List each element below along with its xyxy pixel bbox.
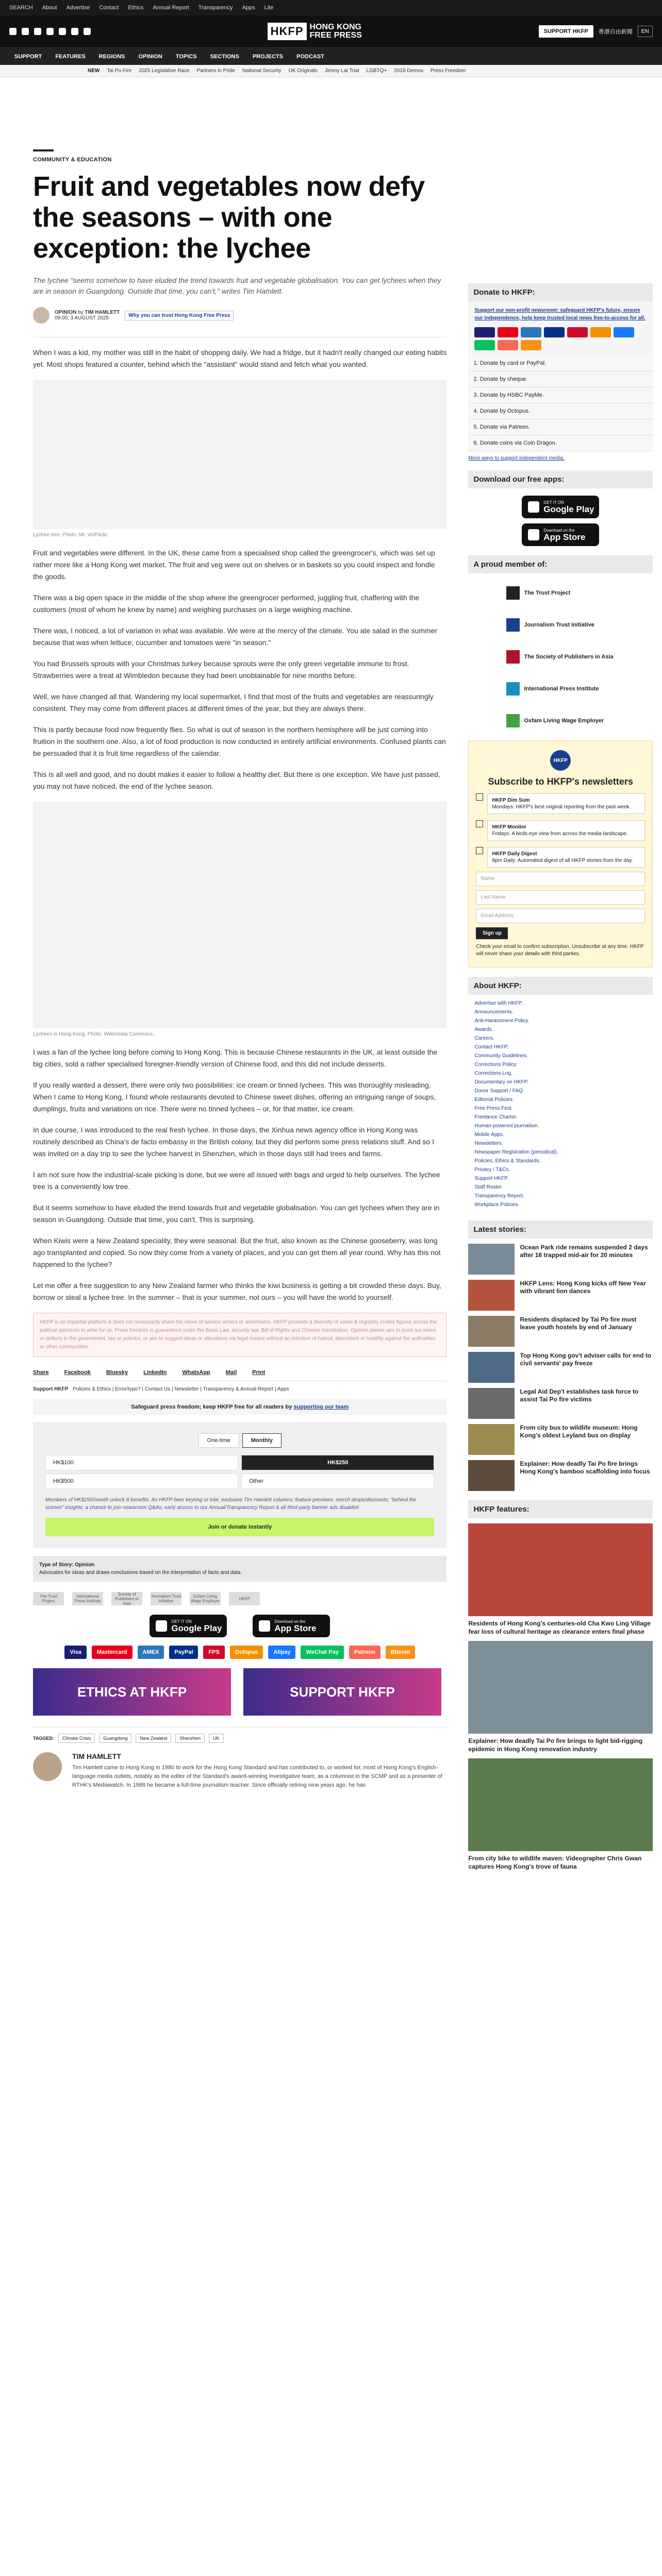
author-name[interactable]: TIM HAMLETT — [72, 1752, 121, 1760]
latest-title: Latest stories: — [468, 1221, 653, 1239]
latest-story[interactable]: From city bus to wildlife museum: Hong Kong's oldest Leyland bus on display — [468, 1424, 653, 1455]
latest-story[interactable]: Legal Aid Dep't establishes task force to assist Tai Po fire victims — [468, 1388, 653, 1419]
author-link[interactable]: TIM HAMLETT — [85, 310, 120, 315]
latest-story[interactable]: HKFP Lens: Hong Kong kicks off New Year with vibrant lion dances — [468, 1280, 653, 1311]
member-logo[interactable]: Journalism Trust Initiative — [506, 613, 653, 637]
newsletter-title: Subscribe to HKFP's newsletters — [488, 776, 633, 787]
nav-opinion[interactable]: OPINION — [138, 53, 162, 60]
member-logo[interactable]: International Press Institute — [506, 676, 653, 701]
donate-title: Donate to HKFP: — [468, 283, 653, 301]
latest-story[interactable]: Explainer: How deadly Tai Po fire brings Hong Kong's bamboo scaffolding into focus — [468, 1460, 653, 1491]
about-link[interactable]: Mobile Apps. — [474, 1132, 504, 1138]
story-thumbnail — [468, 1460, 515, 1491]
paragraph: Well, we have changed all that. Wandering my local supermarket, I find that most of the fruits and vegetables are reassuringly consistent. They may come from different places at different times of the year, but they are always there. — [33, 692, 434, 713]
nav-regions[interactable]: REGIONS — [98, 53, 125, 60]
about-link[interactable]: Newsletters. — [474, 1141, 503, 1146]
about-link[interactable]: Support HKFP. — [474, 1176, 509, 1181]
about-link[interactable]: Documentary on HKFP. — [474, 1079, 528, 1085]
wechat-pay-icon: WeChat Pay — [301, 1646, 343, 1659]
app-store-badge[interactable]: Download on the App Store — [253, 1615, 330, 1637]
bitcoin-icon: Bitcoin — [386, 1646, 415, 1659]
partner-logos — [33, 1592, 446, 1605]
paragraph: I am not sure how the industrial-scale picking is done, but we were all issued with bags and urged to help ourselves. The lychee tree is a conveniently low tree. — [33, 1171, 440, 1191]
article — [33, 77, 446, 1871]
donate-option[interactable]: 1. Donate by card or PayPal. — [468, 355, 653, 371]
trending-item[interactable]: Press Freedom — [430, 68, 466, 74]
nav-features[interactable]: FEATURES — [55, 53, 86, 60]
article-lede: The lychee "seems somehow to have eluded the trend towards fruit and vegetable globalisation. You can get lychees when they are in season in Guangdong. Outside that time, you can't," writes Tim Hamlett. — [33, 276, 441, 295]
support-banner[interactable]: SUPPORT HKFP — [243, 1668, 441, 1716]
facebook-icon[interactable] — [9, 28, 16, 35]
amex-icon: AMEX — [138, 1646, 164, 1659]
google-play-icon — [156, 1620, 167, 1632]
threads-icon[interactable] — [46, 28, 54, 35]
about-link[interactable]: About — [42, 5, 57, 11]
donate-option[interactable]: 2. Donate by cheque. — [468, 371, 653, 387]
about-link[interactable]: Freelance Charter. — [474, 1114, 518, 1120]
about-link[interactable]: Transparency Report. — [474, 1193, 524, 1199]
utility-bar — [0, 0, 662, 15]
amount-100[interactable]: HK$100 — [45, 1455, 238, 1470]
paragraph: This is all well and good, and no doubt makes it easier to follow a healthy diet. But there is one exception. We have just passed, you may not have noticed, the end of the lychee season. — [33, 770, 440, 790]
patreon-icon: Patreon — [349, 1646, 380, 1659]
donate-option[interactable]: 3. Donate by HSBC PayMe. — [468, 387, 653, 403]
opinion-disclaimer: HKFP is an impartial platform & does not necessarily share the views of opinion writers or advertisers. HKFP presents a diversity of views & regularly invites figures across the political spectrum to write for us. Press freedom is guaranteed under the Basic Law, security law, Bill of Rights and Chinese constitution. Opinion pieces aim to point out errors or defects in the government, law or policies, or aim to suggest ideas or alterations via legal means without an intention of hatred, discontent or hostility against the authorities or other communities. — [33, 1313, 446, 1357]
share-whatsapp-link[interactable]: WhatsApp — [182, 1369, 210, 1376]
first-name-input[interactable]: Name — [476, 872, 645, 886]
about-link[interactable]: Contact HKFP. — [474, 1044, 508, 1050]
support-team-link[interactable]: supporting our team — [293, 1404, 349, 1410]
trending-item[interactable]: 2019 Demos — [394, 68, 423, 74]
nav-podcast[interactable]: PODCAST — [296, 53, 324, 60]
checkbox[interactable] — [476, 820, 483, 827]
site-logo[interactable]: HKFP HONG KONG FREE PRESS — [268, 23, 362, 40]
why-trust-link[interactable]: Why you can trust Hong Kong Free Press — [125, 311, 234, 320]
feature-story[interactable]: Residents of Hong Kong's centuries-old Cha Kwo Ling Village fear loss of cultural heritage as clearance enters final phase — [468, 1523, 653, 1636]
about-link[interactable]: Staff Roster. — [474, 1184, 503, 1190]
amount-250[interactable]: HK$250 — [241, 1455, 434, 1470]
about-link[interactable]: Workplace Policies. — [474, 1202, 520, 1208]
newsletter-note: Check your email to confirm subscription. Unsubscribe at any time. HKFP will never share your details with third parties. — [476, 944, 644, 957]
story-thumbnail — [468, 1280, 515, 1311]
about-link[interactable]: Anti-Harassment Policy. — [474, 1018, 529, 1024]
more-ways-link[interactable]: More ways to support independent media. — [468, 455, 565, 461]
trust-project-icon — [506, 586, 520, 600]
newsletter-option[interactable]: HKFP Daily Digest 8pm Daily: Automated digest of all HKFP stories from the day. — [476, 847, 645, 868]
lychees-photo — [33, 802, 446, 1028]
print-link[interactable]: Print — [252, 1369, 266, 1376]
feature-thumbnail — [468, 1758, 653, 1851]
instagram-icon[interactable] — [34, 28, 41, 35]
octopus-icon: Octopus — [230, 1646, 263, 1659]
safeguard-banner: Safeguard press freedom; keep HKFP free for all readers by supporting our team — [33, 1399, 446, 1415]
hkfp-badge: HKFP — [550, 750, 571, 771]
main-nav — [0, 47, 662, 65]
amount-grid — [45, 1455, 434, 1489]
octopus-icon — [590, 327, 611, 337]
jti-icon — [506, 618, 520, 632]
footer-links: Support HKFP Policies & Ethics | Error/typo? | Contact Us | Newsletter | Transparency & Annual Report | Apps — [33, 1386, 289, 1392]
donate-option[interactable]: 5. Donate via Patreon. — [468, 419, 653, 435]
about-link[interactable]: Advertise with HKFP. — [474, 1001, 523, 1006]
apps-title: Download our free apps: — [468, 470, 653, 488]
nav-topics[interactable]: TOPICS — [175, 53, 197, 60]
story-thumbnail — [468, 1316, 515, 1347]
google-play-icon — [528, 501, 539, 513]
jti-logo[interactable]: Journalism Trust Initiative — [151, 1592, 181, 1605]
contact-link[interactable]: Contact — [99, 5, 119, 11]
donate-option[interactable]: 4. Donate by Octopus. — [468, 403, 653, 419]
about-title: About HKFP: — [468, 977, 653, 995]
member-title: A proud member of: — [468, 555, 653, 573]
story-thumbnail — [468, 1424, 515, 1455]
donate-intro-box — [468, 301, 653, 355]
search-link[interactable]: SEARCH — [9, 5, 33, 11]
trust-project-logo[interactable]: The Trust Project — [33, 1592, 64, 1605]
feature-thumbnail — [468, 1523, 653, 1616]
apple-icon — [528, 529, 539, 540]
feature-thumbnail — [468, 1641, 653, 1734]
paragraph: You had Brussels sprouts with your Christmas turkey because sprouts were the only green vegetable immune to frost. Strawberries were a treat at Wimbledon because they had been unobtainable for nine months before. — [33, 659, 409, 680]
patreon-icon — [498, 340, 518, 350]
story-thumbnail — [468, 1244, 515, 1275]
nav-new[interactable]: SUPPORT — [14, 53, 42, 60]
article-title: Fruit and vegetables now defy the seasons – with one exception: the lychee — [33, 171, 425, 264]
mastercard-icon — [498, 327, 518, 337]
paragraph: But it seems somehow to have eluded the trend towards fruit and vegetable globalisation. You can get lychees when they are in season in Guangdong. Outside that time, you can't. This is surprising. — [33, 1204, 440, 1224]
share-bar — [33, 1369, 446, 1381]
about-link[interactable]: Newspaper Registration (periodical). — [474, 1149, 558, 1155]
donation-widget — [33, 1422, 446, 1548]
share-bluesky-link[interactable]: Bluesky — [106, 1369, 128, 1376]
author-avatar — [33, 307, 49, 324]
youtube-icon[interactable] — [59, 28, 66, 35]
fps-icon: FPS — [203, 1646, 224, 1659]
donate-intro[interactable]: Support our non-profit newsroom: safeguard HKFP's future, ensure our independence, help keep trusted local news free-to-access for all. — [474, 308, 646, 321]
social-icons — [9, 28, 91, 35]
about-link[interactable]: Corrections Policy. — [474, 1062, 518, 1067]
app-badges — [33, 1615, 446, 1637]
latest-story[interactable]: Residents displaced by Tai Po fire must leave youth hostels by end of January — [468, 1316, 653, 1347]
google-play-badge[interactable]: GET IT ON Google Play — [522, 496, 599, 518]
newsletter-box — [468, 740, 653, 968]
share-linkedin-link[interactable]: LinkedIn — [143, 1369, 167, 1376]
tag[interactable]: New Zealand — [136, 1734, 171, 1743]
monthly-option[interactable]: Monthly — [242, 1433, 282, 1448]
sidebar-app-badges — [468, 496, 653, 546]
member-logo[interactable]: The Society of Publishers in Asia — [506, 645, 653, 669]
ipi-logo[interactable]: International Press Institute — [72, 1592, 103, 1605]
paragraph: Fruit and vegetables were different. In the UK, these came from a specialised shop called the greengrocer's, which was set up rather more like a Hong Kong wet market. The fruit and veg were out on shelves or in baskets so you could inspect and fondle the goods. — [33, 549, 435, 581]
share-mail-link[interactable]: Mail — [225, 1369, 237, 1376]
about-link[interactable]: Announcements. — [474, 1009, 514, 1015]
about-link[interactable]: Community Guidelines. — [474, 1053, 528, 1059]
lychee-tree-photo — [33, 380, 446, 529]
oxfam-icon — [506, 714, 520, 727]
tag[interactable]: Shenzhen — [175, 1734, 205, 1743]
article-category[interactable]: COMMUNITY & EDUCATION — [33, 157, 112, 163]
trending-label: NEW — [88, 68, 100, 74]
member-logo[interactable]: Oxfam Living Wage Employer — [506, 708, 653, 733]
payment-methods — [33, 1646, 446, 1659]
paypal-icon: PayPal — [169, 1646, 198, 1659]
visa-icon: Visa — [64, 1646, 86, 1659]
feature-story[interactable]: From city bike to wildlife maven: Videographer Chris Gwan captures Hong Kong's trove of fauna — [468, 1758, 653, 1871]
language-selector[interactable]: EN — [638, 26, 653, 37]
about-list — [468, 995, 653, 1213]
tags: TAGGED: Climate Crisis Guangdong New Zealand Shenzhen UK — [33, 1727, 446, 1743]
paragraph: I was a fan of the lychee long before coming to Hong Kong. This is because Chinese restaurants in the UK, at least outside the big cities, sold a rather specialised foreigner-friendly version of Chinese food, and this did not include desserts. — [33, 1048, 438, 1068]
support-button[interactable]: SUPPORT HKFP — [539, 25, 593, 38]
trending-item[interactable]: LGBTQ+ — [366, 68, 387, 74]
tag[interactable]: UK — [209, 1734, 224, 1743]
frequency-toggle — [45, 1433, 434, 1448]
advertise-link[interactable]: Advertise — [66, 5, 90, 11]
linkedin-icon[interactable] — [71, 28, 78, 35]
trending-item[interactable]: Tai Po Fire — [107, 68, 132, 74]
amex-icon — [521, 327, 541, 337]
latest-story[interactable]: Top Hong Kong gov't adviser calls for end to civil servants' pay freeze — [468, 1352, 653, 1383]
google-play-badge[interactable]: GET IT ON Google Play — [150, 1615, 227, 1637]
about-link[interactable]: Policies, Ethics & Standards. — [474, 1158, 541, 1164]
about-link[interactable]: Editorial Policies. — [474, 1097, 514, 1103]
about-link[interactable]: Awards. — [474, 1027, 493, 1032]
trending-item[interactable]: UK Originals — [288, 68, 318, 74]
annual-report-link[interactable]: Annual Report — [153, 5, 189, 11]
checkbox[interactable] — [476, 847, 483, 854]
amount-500[interactable]: HK$500 — [45, 1473, 238, 1489]
author-description: Tim Hamlett came to Hong Kong in 1980 to work for the Hong Kong Standard and has contributed to, or worked for, most of Hong Kong's English-language media outlets, notably as the editor of the Standard's award-winning investigative team, as a columnist in the SCMP and as a presenter of RTHK's Mediawatch. In 1988 he became a full-time journalism teacher. Since officially retiring nine years ago, he has — [72, 1765, 442, 1788]
promo-banners — [33, 1668, 446, 1716]
signup-button[interactable]: Sign up — [476, 927, 508, 939]
lite-link[interactable]: Lite — [264, 5, 274, 11]
tag[interactable]: Guangdong — [99, 1734, 131, 1743]
card-icons — [474, 327, 647, 350]
nav-projects[interactable]: PROJECTS — [252, 53, 284, 60]
paragraph: Let me offer a free suggestion to any New Zealand farmer who thinks the kiwi business is getting a bit crowded these days. Buy, borrow or steal a lychee tree. In the summer – that is your summer, not ours – you will have the world to yourself. — [33, 1281, 441, 1301]
paragraph: This is partly because food now frequently flies. So what is out of season in the northern hemisphere will be just coming into fruition in the southern one. Also, a lot of food production is now conducted in entirely artificial environments. Confused plants can be persuaded that it is fruit time regardless of the calendar. — [33, 725, 446, 757]
masthead — [0, 15, 662, 47]
one-time-option[interactable]: One-time — [198, 1433, 239, 1448]
member-perks: Members of HK$250/month unlock 8 benefits: An HKFP beer keyring or tote; exclusive Tim Hamlett columns; feature previews; merch drops/discounts; "behind the scenes" insights; a chance to join newsroom Q&As; early access to our Annual/Transparency Report & all third-party banner ads disabled. — [45, 1497, 417, 1511]
paragraph: There was, I noticed, a lot of variation in what was available. We were at the mercy of the climate. You ate salad in the summer because that was when lettuce, cucumber and tomatoes were "in season." — [33, 626, 438, 647]
join-button[interactable]: Join or donate instantly — [45, 1518, 434, 1536]
about-link[interactable]: Free Press Fest. — [474, 1106, 513, 1111]
apple-icon — [259, 1620, 270, 1632]
mastercard-icon: Mastercard — [92, 1646, 133, 1659]
trending-item[interactable]: 2025 Legislative Race — [139, 68, 190, 74]
share-label: Share — [33, 1369, 49, 1376]
newsletter-option[interactable]: HKFP Dim Sum Mondays: HKFP's best original reporting from the past week. — [476, 793, 645, 814]
paragraph: In due course, I was introduced to the real fresh lychee. In those days, the Xinhua news agency office in Hong Kong was routinely described as China's de facto embassy in the British colony, but they did perform some press relations stuff. And so I was invited on a day trip to see the lychee harvest in Shenzhen, which in those days still had trees and farms. — [33, 1126, 434, 1158]
sidebar — [468, 77, 653, 1871]
transparency-link[interactable]: Transparency — [198, 5, 233, 11]
nav-sections[interactable]: SECTIONS — [210, 53, 239, 60]
story-thumbnail — [468, 1352, 515, 1383]
about-link[interactable]: Careers. — [474, 1036, 494, 1041]
fps-icon — [567, 327, 588, 337]
newsletter-option[interactable]: HKFP Monitor Fridays: A birds-eye view from across the media landscape. — [476, 820, 645, 841]
about-link[interactable]: Corrections Log. — [474, 1071, 512, 1076]
visa-icon — [474, 327, 495, 337]
about-link[interactable]: Donor Support / FAQ. — [474, 1088, 524, 1094]
trending-item[interactable]: Jimmy Lai Trial — [324, 68, 359, 74]
photo-caption: Lychee tree. Photo: Mr. Vo/Flickr. — [33, 532, 109, 538]
sopa-logo[interactable]: Society of Publishers in Asia — [111, 1592, 142, 1605]
email-input[interactable]: Email Address — [476, 909, 645, 923]
story-thumbnail — [468, 1388, 515, 1419]
author-bio — [33, 1752, 446, 1790]
apps-link[interactable]: Apps — [242, 5, 255, 11]
trending-item[interactable]: Partners in Pride — [196, 68, 236, 74]
alipay-icon — [614, 327, 634, 337]
about-link[interactable]: Human-powered journalism. — [474, 1123, 539, 1129]
bitcoin-icon — [521, 340, 541, 350]
sopa-icon — [506, 650, 520, 664]
alipay-icon: Alipay — [268, 1646, 295, 1659]
features-title: HKFP features: — [468, 1500, 653, 1518]
trending-bar — [0, 65, 662, 77]
x-icon[interactable] — [22, 28, 29, 35]
share-facebook-link[interactable]: Facebook — [64, 1369, 91, 1376]
latest-story[interactable]: Ocean Park ride remains suspended 2 days after 16 trapped mid-air for 20 minutes — [468, 1244, 653, 1275]
category-rule — [33, 149, 54, 151]
paragraph: When I was a kid, my mother was still in the habit of shopping daily. We had a fridge, but it hadn't really changed our eating habits yet. Most shops featured a counter, behind which the "assistant" would stand and fetch what you wanted. — [33, 348, 447, 368]
paragraph: When Kiwis were a New Zealand speciality, they were seasonal. But the fruit, also known as the Chinese gooseberry, was long ago transplanted and copied. So now they come from a variety of places, and you can get them all year round. Why has this not happened to the lychee? — [33, 1236, 441, 1268]
photo-caption: Lychees in Hong Kong. Photo: Wikimedia Commons. — [33, 1031, 154, 1037]
feature-story[interactable]: Explainer: How deadly Tai Po fire brings to light bid-rigging epidemic in Hong Kong renovation industry — [468, 1641, 653, 1753]
oxfam-logo[interactable]: Oxfam Living Wage Employer — [190, 1592, 221, 1605]
about-link[interactable]: Privacy / T&Cs. — [474, 1167, 510, 1173]
member-logo[interactable]: The Trust Project — [506, 581, 653, 605]
publish-date: 09:00, 3 AUGUST 2025 — [55, 315, 109, 321]
paragraph: There was a big open space in the middle of the shop where the greengrocer performed, juggling fruit, chaffering with the customers (most of whom he knew by name) and weighing purchases on a large weighing machine. — [33, 594, 420, 614]
donate-option[interactable]: 6. Donate coins via Coin Dragon. — [468, 435, 653, 451]
paragraph: If you really wanted a dessert, there were only two possibilities: ice cream or tinned lychees. This was thoroughly misleading. When I came to Hong Kong, I found whole restaurants devoted to Chinese sweet dishes, offering an intriguing range of soups, dumplings, fruits and variations on rice. There were no tinned lychees – or, for that matter, ice cream. — [33, 1081, 436, 1113]
app-store-badge[interactable]: Download on the App Store — [522, 523, 599, 546]
ethics-banner[interactable]: ETHICS AT HKFP — [33, 1668, 231, 1716]
ethics-link[interactable]: Ethics — [128, 5, 144, 11]
checkbox[interactable] — [476, 793, 483, 801]
tag[interactable]: Climate Crisis — [58, 1734, 95, 1743]
author-photo — [33, 1752, 62, 1781]
paypal-icon — [544, 327, 565, 337]
last-name-input[interactable]: Last Name — [476, 890, 645, 905]
ipi-icon — [506, 682, 520, 696]
story-type: Type of Story: Opinion Advocates for ideas and draws conclusions based on the interpretation of facts and data. — [33, 1556, 446, 1582]
wechat-icon — [474, 340, 495, 350]
trending-item[interactable]: National Security — [242, 68, 282, 74]
byline: OPINION by TIM HAMLETT 09:00, 3 AUGUST 2025 Why you can trust Hong Kong Free Press — [33, 307, 446, 324]
chinese-site-link[interactable]: 香港自由新聞 — [598, 29, 633, 35]
amount-other[interactable]: Other — [241, 1473, 434, 1489]
bluesky-icon[interactable] — [84, 28, 91, 35]
hkfp-logo[interactable]: HKFP — [229, 1592, 260, 1605]
